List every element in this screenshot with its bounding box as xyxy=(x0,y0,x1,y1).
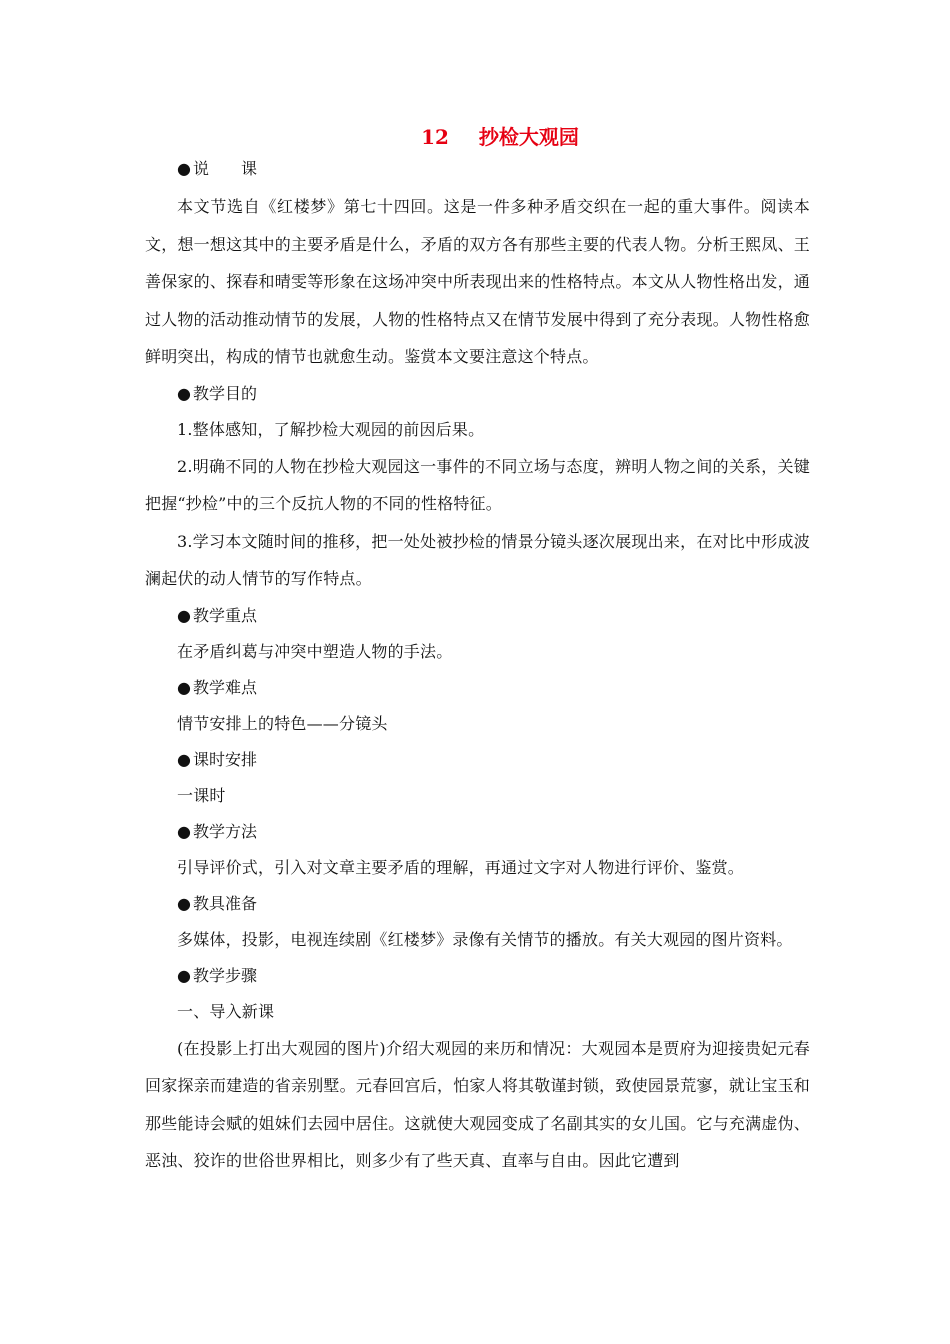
section-heading: ● 教学步骤 xyxy=(177,965,257,985)
section-heading: ● 教学难点 xyxy=(177,677,257,697)
section-heading: ● 教具准备 xyxy=(177,893,257,913)
paragraph: 在矛盾纠葛与冲突中塑造人物的手法。 xyxy=(177,641,453,661)
bullet-icon: ● xyxy=(177,893,191,913)
document-page xyxy=(145,120,810,1180)
paragraph: 情节安排上的特色——分镜头 xyxy=(177,713,388,733)
title-number: 12 xyxy=(421,125,449,149)
paragraph: (在投影上打出大观园的图片)介绍大观园的来历和情况：大观园本是贾府为迎接贵妃元春回家探亲而建造的省亲别墅。元春回宫后，怕家人将其敬谨封锁，致使园景荒寥，就让宝玉和那些能诗会赋的姐妹们去园中居住。这就使大观园变成了名副其实的女儿国。它与充满虚伪、恶浊、狡诈的世俗世界相比，则多少有了些天真、直率与自由。因此它遭到 xyxy=(145,1038,810,1170)
paragraph: 多媒体，投影，电视连续剧《红楼梦》录像有关情节的播放。有关大观园的图片资料。 xyxy=(177,929,793,949)
section-heading: ● 教学目的 xyxy=(177,383,257,403)
document-title xyxy=(145,120,810,154)
bullet-icon: ● xyxy=(177,965,191,985)
section-heading: ● 说 课 xyxy=(177,159,257,178)
paragraph: 本文节选自《红楼梦》第七十四回。这是一件多种矛盾交织在一起的重大事件。阅读本文，想一想这其中的主要矛盾是什么，矛盾的双方各有那些主要的代表人物。分析王熙凤、王善保家的、探春和晴雯等形象在这场冲突中所表现出来的性格特点。本文从人物性格出发，通过人物的活动推动情节的发展，人物的性格特点又在情节发展中得到了充分表现。人物性格愈鲜明突出，构成的情节也就愈生动。鉴赏本文要注意这个特点。 xyxy=(145,197,810,366)
section-heading: ● 教学方法 xyxy=(177,821,257,841)
paragraph: 1.整体感知，了解抄检大观园的前因后果。 xyxy=(177,419,485,439)
bullet-icon: ● xyxy=(177,159,191,178)
paragraph: 引导评价式，引入对文章主要矛盾的理解，再通过文字对人物进行评价、鉴赏。 xyxy=(177,857,745,877)
bullet-icon: ● xyxy=(177,821,191,841)
paragraph: 2.明确不同的人物在抄检大观园这一事件的不同立场与态度，辨明人物之间的关系，关键把握“抄检”中的三个反抗人物的不同的性格特征。 xyxy=(145,456,810,513)
bullet-icon: ● xyxy=(177,383,191,403)
bullet-icon: ● xyxy=(177,605,191,625)
title-text: 抄检大观园 xyxy=(478,125,579,149)
paragraph: 一课时 xyxy=(177,785,226,805)
section-heading: ● 课时安排 xyxy=(177,749,257,769)
paragraph: 3.学习本文随时间的推移，把一处处被抄检的情景分镜头逐次展现出来，在对比中形成波澜起伏的动人情节的写作特点。 xyxy=(145,531,810,588)
section-heading: ● 教学重点 xyxy=(177,605,257,625)
bullet-icon: ● xyxy=(177,677,191,697)
paragraph: 一、导入新课 xyxy=(177,1001,275,1021)
bullet-icon: ● xyxy=(177,749,191,769)
